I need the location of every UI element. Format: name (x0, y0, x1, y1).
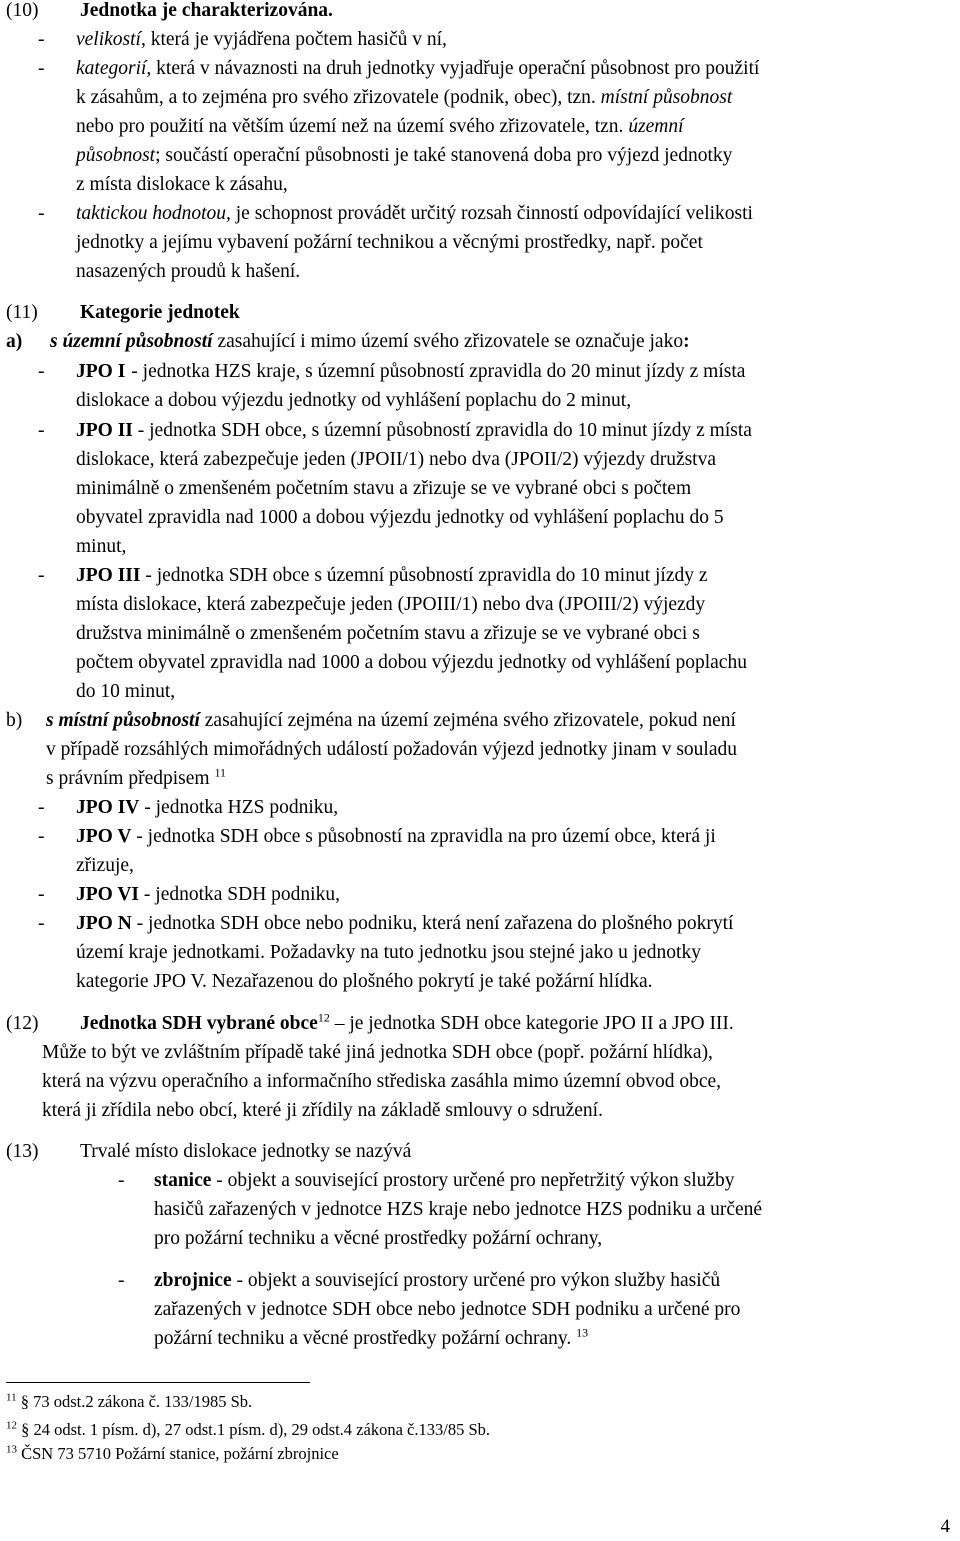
text-span: zasahující zejména na území zejména svého zřizovatele, pokud není (204, 710, 736, 731)
bullet-dash: - (38, 565, 45, 586)
jpo-n-item (76, 909, 733, 938)
text-line: která ji zřídila nebo obcí, které ji zřídily na základě smlouvy o sdružení. (42, 1100, 603, 1121)
footnote-ref: 12 (317, 1010, 330, 1025)
text-line: jednotky a jejímu vybavení požární technikou a věcnými prostředky, např. počet (76, 232, 703, 253)
footnote-number: 11 (6, 1391, 17, 1404)
text-line: která na výzvu operačního a informačního střediska zasáhla mimo územní obvod obce, (42, 1071, 722, 1092)
footnote-number: 13 (6, 1443, 17, 1456)
text-span: - objekt a související prostory určené pro nepřetržitý výkon služby (216, 1170, 735, 1191)
text-line: Může to být ve zvláštním případě také jiná jednotka SDH obce (popř. požární hlídka), (42, 1042, 713, 1063)
text-line (76, 83, 732, 112)
text-span: – je jednotka SDH obce kategorie JPO II a JPO III. (334, 1013, 734, 1034)
section-11-heading (6, 298, 240, 327)
text-span: - jednotka SDH obce s územní působností zpravidla do 10 minut jízdy z (145, 565, 708, 586)
term: místní působnost (600, 87, 733, 108)
category-name: JPO III (76, 565, 141, 586)
bullet-dash: - (38, 420, 45, 441)
bullet-takticka-hodnota (76, 199, 753, 228)
text-span: ; součástí operační působnosti je také stanovená doba pro výjezd jednotky (155, 145, 733, 166)
category-name: JPO II (76, 420, 133, 441)
text-line (46, 764, 226, 793)
footnote-number: 12 (6, 1419, 17, 1432)
text-span: dislokace, která zabezpečuje jeden (JPOII/1) nebo dva (JPOII/2) výjezdy družstva (76, 449, 717, 470)
text-span: - objekt a související prostory určené pro výkon služby hasičů (236, 1270, 721, 1291)
text-line: pro požární techniku a věcné prostředky požární ochrany, (154, 1228, 603, 1249)
text-line: do 10 minut, (76, 681, 176, 702)
section-number: (10) (6, 0, 39, 21)
footnote-ref: 11 (214, 765, 226, 780)
text-line (76, 445, 956, 474)
jpo-1-item (76, 357, 956, 386)
footnote (6, 1420, 490, 1440)
term: kategorií, (76, 58, 152, 79)
bullet-dash: - (38, 826, 45, 847)
text-line (154, 1324, 588, 1353)
category-name: JPO V (76, 826, 132, 847)
text-line: hasičů zařazených v jednotce HZS kraje nebo jednotce HZS podniku a určené (154, 1199, 763, 1220)
term: s místní působností (46, 710, 200, 731)
section-title: Jednotka je charakterizována. (80, 0, 333, 21)
bullet-dash: - (38, 361, 45, 382)
category-name: JPO IV (76, 797, 140, 818)
text-line: zařazených v jednotce SDH obce nebo jednotce SDH podniku a určené pro (154, 1299, 741, 1320)
text-line: v případě rozsáhlých mimořádných událostí požadován výjezd jednotky jinam v souladu (46, 739, 737, 760)
bullet-text: která je vyjádřena počtem hasičů v ní, (150, 29, 447, 50)
text-line (76, 112, 684, 141)
term: taktickou hodnotou, (76, 203, 231, 224)
section-title: Jednotka SDH vybrané obce (80, 1013, 318, 1034)
footnote (6, 1444, 339, 1464)
footnote-ref: 13 (576, 1325, 589, 1340)
term: zbrojnice (154, 1270, 232, 1291)
bullet-dash: - (38, 58, 45, 79)
bullet-kategorie (76, 54, 759, 83)
section-number: (13) (6, 1141, 39, 1162)
text-line: kategorie JPO V. Nezařazenou do plošného pokrytí je také požární hlídka. (76, 971, 653, 992)
text-line: družstva minimálně o zmenšeném početním stavu a zřizuje se ve vybrané obci s (76, 623, 700, 644)
section-title: Trvalé místo dislokace jednotky se nazývá (80, 1141, 412, 1162)
page-number: 4 (940, 1516, 950, 1537)
bullet-dash: - (38, 29, 45, 50)
text-line: dislokace a dobou výjezdu jednotky od vyhlášení poplachu do 2 minut, (76, 390, 632, 411)
zbrojnice-item (154, 1266, 720, 1295)
section-title: Kategorie jednotek (80, 302, 240, 323)
category-name: JPO VI (76, 884, 140, 905)
bullet-dash: - (38, 913, 45, 934)
text-line: z místa dislokace k zásahu, (76, 174, 288, 195)
bullet-dash: - (38, 797, 45, 818)
footnote-text: § 24 odst. 1 písm. d), 27 odst.1 písm. d), 29 odst.4 zákona č.133/85 Sb. (21, 1420, 490, 1439)
text-line: území kraje jednotkami. Požadavky na tuto jednotku jsou stejné jako u jednotky (76, 942, 701, 963)
text-line: minimálně o zmenšeném početním stavu a zřizuje se ve vybrané obci s počtem (76, 478, 692, 499)
bullet-text: která v návaznosti na druh jednotky vyjadřuje operační působnost pro použití (156, 58, 760, 79)
jpo-3-item (76, 561, 708, 590)
term: velikostí, (76, 29, 146, 50)
section-number: (11) (6, 302, 38, 323)
text-span: požární techniku a věcné prostředky požární ochrany. (154, 1328, 572, 1349)
bullet-dash: - (38, 203, 45, 224)
section-12-heading (6, 1009, 734, 1038)
section-10-heading (6, 0, 333, 25)
text-span: - jednotka SDH obce, s územní působností zpravidla do 10 minut jízdy z místa (137, 420, 752, 441)
bullet-dash: - (118, 1170, 125, 1191)
text-line: minut, (76, 536, 127, 557)
text-line: zřizuje, (76, 855, 134, 876)
bullet-dash: - (38, 884, 45, 905)
category-name: JPO I (76, 361, 126, 382)
bullet-dash: - (118, 1270, 125, 1291)
jpo-2-item (76, 416, 752, 445)
text-span: - jednotka HZS kraje, s územní působností zpravidla do 20 minut jízdy z místa (131, 361, 746, 382)
jpo-6-item (76, 880, 340, 909)
text-span: - jednotka SDH obce nebo podniku, která není zařazena do plošného pokrytí (136, 913, 734, 934)
text-span: nebo pro použití na větším území než na území svého zřizovatele, tzn. (76, 116, 624, 137)
list-label-a: a) (6, 331, 23, 352)
text-line: nasazených proudů k hašení. (76, 261, 301, 282)
jpo-5-item (76, 822, 716, 851)
section-number: (12) (6, 1013, 39, 1034)
text-line: obyvatel zpravidla nad 1000 a dobou výjezdu jednotky od vyhlášení poplachu do 5 (76, 507, 724, 528)
category-name: JPO N (76, 913, 132, 934)
stanice-item (154, 1166, 735, 1195)
footnote-text: ČSN 73 5710 Požární stanice, požární zbrojnice (21, 1444, 339, 1463)
bullet-text: je schopnost provádět určitý rozsah činností odpovídající velikosti (235, 203, 753, 224)
term: územní (628, 116, 684, 137)
footnote-text: § 73 odst.2 zákona č. 133/1985 Sb. (20, 1392, 253, 1411)
footnote (6, 1392, 252, 1412)
text-span: s právním předpisem (46, 768, 210, 789)
text-line (50, 327, 690, 356)
colon: : (683, 331, 690, 352)
term: stanice (154, 1170, 212, 1191)
text-line (46, 706, 736, 735)
section-13-heading (6, 1137, 412, 1166)
text-line (76, 141, 732, 170)
bullet-velikost (76, 25, 447, 54)
text-span: - jednotka SDH obce s působností na zpravidla na pro území obce, která ji (136, 826, 716, 847)
term: působnost (76, 145, 156, 166)
text-line: počtem obyvatel zpravidla nad 1000 a dobou výjezdu jednotky od vyhlášení poplachu (76, 652, 747, 673)
text-line: místa dislokace, která zabezpečuje jeden (JPOIII/1) nebo dva (JPOIII/2) výjezdy (76, 594, 706, 615)
text-span: - jednotka SDH podniku, (143, 884, 340, 905)
list-label-b: b) (6, 710, 23, 731)
term: s územní působností (50, 331, 213, 352)
text-span: k zásahům, a to zejména pro svého zřizovatele (podnik, obec), tzn. (76, 87, 596, 108)
jpo-4-item (76, 793, 338, 822)
text-span: zasahující i mimo území svého zřizovatele se označuje jako (217, 331, 684, 352)
footnote-divider (6, 1382, 310, 1383)
text-span: - jednotka HZS podniku, (144, 797, 339, 818)
